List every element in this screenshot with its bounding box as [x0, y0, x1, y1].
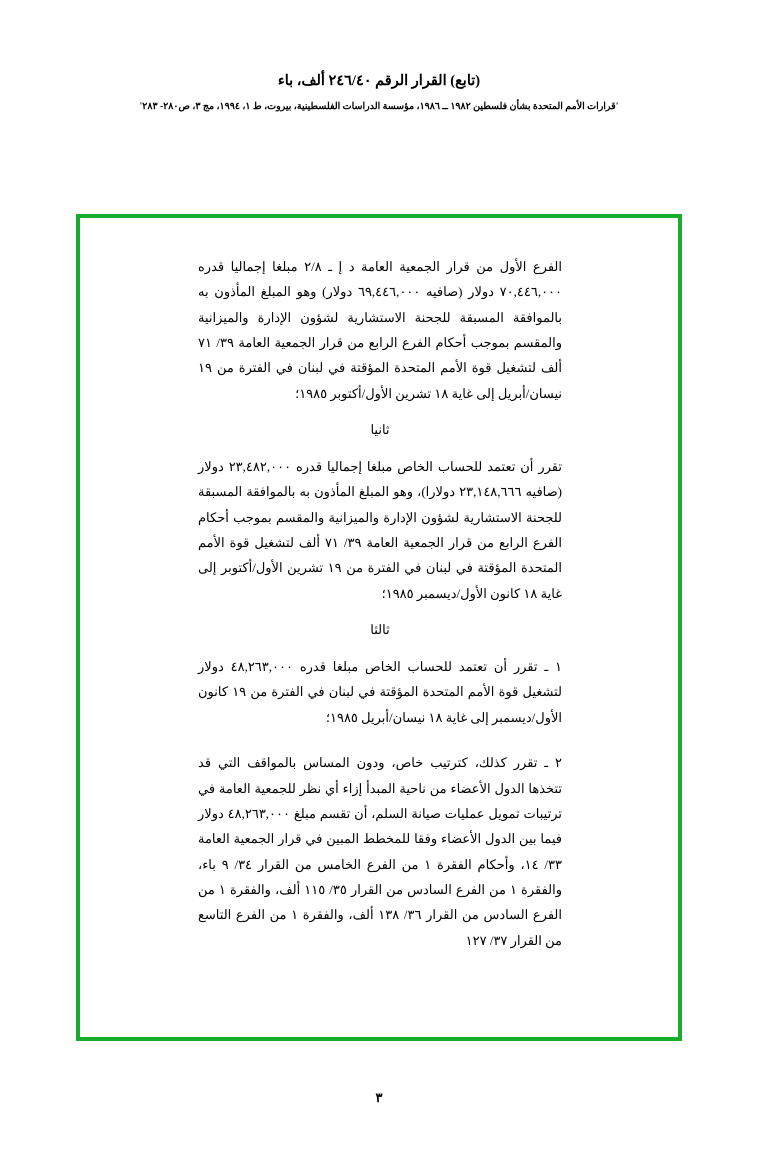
source-citation: 'قرارات الأمم المتحدة بشأن فلسطين ١٩٨٢ ــ ١٩٨٦، مؤسسة الدراسات الفلسطينية، بيروت، ط ١، ١٩٩٤، مج ٣، ص٢٨٠- ٢٨٣' [139, 101, 619, 112]
content-frame [76, 214, 682, 1041]
page-number: ٣ [375, 1090, 383, 1105]
document-page [0, 72, 758, 1150]
heading-third: ثالثا [370, 622, 390, 638]
document-header [0, 72, 758, 113]
paragraph-branch-one: الفرع الأول من قرار الجمعية العامة د إ ـ ٢/٨ مبلغا إجماليا قدره ٧٠,٤٤٦,٠٠٠ دولار (صافيه ٦٩,٤٤٦,٠٠٠ دولار) وهو المبلغ المأذون به بالموافقة المسبقة للجحنة الاستشارية لشؤون الإدارة والميزانية والمقسم بموجب أحكام الفرع الرابع من قرار الجمعية العامة ٣٩/ ٧١ ألف لتشغيل قوة الأمم المتحدة المؤقتة في لبنان في الفترة من ١٩ نيسان/أبريل إلى غاية ١٨ تشرين الأول/أكتوبر ١٩٨٥؛ [198, 259, 563, 401]
paragraph-second-account: تقرر أن تعتمد للحساب الخاص مبلغا إجماليا قدره ٢٣,٤٨٢,٠٠٠ دولار (صافيه ٢٣,١٤٨,٦٦٦ دولارا)، وهو المبلغ المأذون به بالموافقة المسبقة للجحنة الاستشارية لشؤون الإدارة والميزانية والمقسم بموجب أحكام الفرع الرابع من قرار الجمعية العامة ٣٩/ ٧١ ألف لتشغيل قوة الأمم المتحدة المؤقتة في لبنان في الفترة من ١٩ تشرين الأول/أكتوبر إلى غاية ١٨ كانون الأول/ديسمبر ١٩٨٥؛ [198, 459, 563, 601]
paragraph-item-1: ١ ـ تقرر أن تعتمد للحساب الخاص مبلغا قدره ٤٨,٢٦٣,٠٠٠ دولار لتشغيل قوة الأمم المتحدة المؤقتة في لبنان في الفترة من ١٩ كانون الأول/ديسمبر إلى غاية ١٨ نيسان/أبريل ١٩٨٥؛ [198, 659, 563, 725]
page-title: (تابع) القرار الرقم ٢٤٦/٤٠ ألف، باء [277, 73, 481, 89]
heading-second: ثانيا [370, 422, 390, 438]
document-body [80, 218, 678, 1037]
paragraph-item-2: ٢ ـ تقرر كذلك، كترتيب خاص، ودون المساس بالمواقف التي قد تتخذها الدول الأعضاء من ناحية المبدأ إزاء أي نظر للجمعية العامة في ترتيبات تمويل عمليات صيانة السلم، أن تقسم مبلغ ٤٨,٢٦٣,٠٠٠ دولار فيما بين الدول الأعضاء وفقا للمخطط المبين في قرار الجمعية العامة ٣٣/ ١٤، وأحكام الفقرة ١ من الفرع الخامس من القرار ٣٤/ ٩ باء، والفقرة ١ من الفرع السادس من القرار ٣٥/ ١١٥ ألف، والفقرة ١ من الفرع السادس من القرار ٣٦/ ١٣٨ ألف، والفقرة ١ من الفرع التاسع من القرار ٣٧/ ١٢٧ [198, 755, 563, 948]
